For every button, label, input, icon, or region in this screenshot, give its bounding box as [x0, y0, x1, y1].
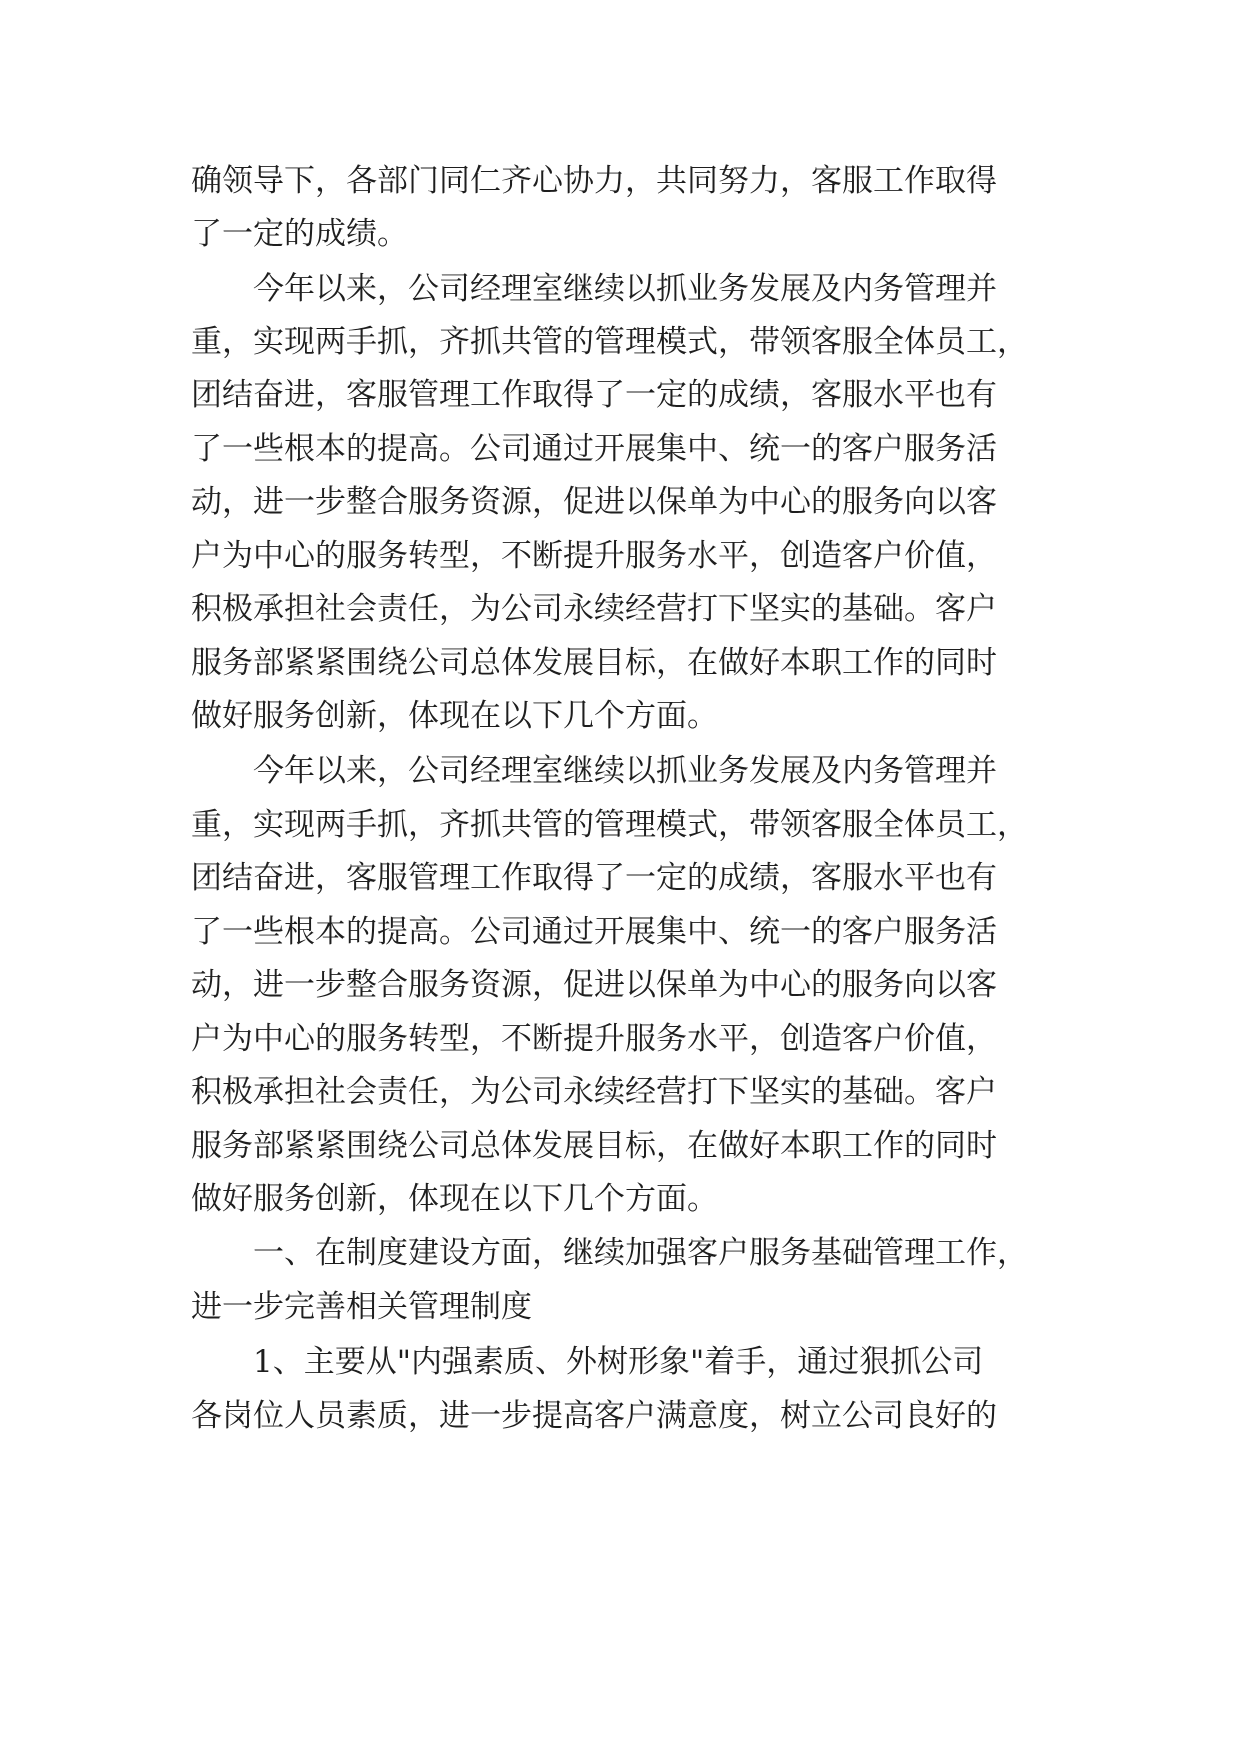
- text-line: 了一定的成绩。: [191, 216, 408, 252]
- section-heading-line: 一、在制度建设方面，继续加强客户服务基础管理工作，: [253, 1235, 1028, 1271]
- text-line: 户为中心的服务转型，不断提升服务水平，创造客户价值，: [191, 1021, 997, 1057]
- text-line: 了一些根本的提高。公司通过开展集中、统一的客户服务活: [191, 914, 997, 950]
- paragraph-first-line: 1、主要从"内强素质、外树形象"着手，通过狠抓公司: [253, 1344, 984, 1380]
- text-line: 积极承担社会责任，为公司永续经营打下坚实的基础。客户: [191, 1074, 997, 1110]
- text-line: 服务部紧紧围绕公司总体发展目标，在做好本职工作的同时: [191, 1128, 997, 1164]
- text-line: 做好服务创新，体现在以下几个方面。: [191, 1181, 718, 1217]
- text-line: 重，实现两手抓，齐抓共管的管理模式，带领客服全体员工，: [191, 324, 1028, 360]
- text-line: 重，实现两手抓，齐抓共管的管理模式，带领客服全体员工，: [191, 807, 1028, 843]
- text-line: 了一些根本的提高。公司通过开展集中、统一的客户服务活: [191, 431, 997, 467]
- text-line: 动，进一步整合服务资源，促进以保单为中心的服务向以客: [191, 967, 997, 1003]
- text-line: 确领导下，各部门同仁齐心协力，共同努力，客服工作取得: [191, 163, 997, 199]
- text-line: 服务部紧紧围绕公司总体发展目标，在做好本职工作的同时: [191, 645, 997, 681]
- text-line: 做好服务创新，体现在以下几个方面。: [191, 698, 718, 734]
- section-heading-line: 进一步完善相关管理制度: [191, 1289, 532, 1325]
- text-line: 动，进一步整合服务资源，促进以保单为中心的服务向以客: [191, 484, 997, 520]
- text-line: 各岗位人员素质，进一步提高客户满意度，树立公司良好的: [191, 1398, 997, 1434]
- paragraph-first-line: 今年以来，公司经理室继续以抓业务发展及内务管理并: [253, 271, 997, 307]
- text-line: 团结奋进，客服管理工作取得了一定的成绩，客服水平也有: [191, 377, 997, 413]
- paragraph-first-line: 今年以来，公司经理室继续以抓业务发展及内务管理并: [253, 753, 997, 789]
- text-line: 户为中心的服务转型，不断提升服务水平，创造客户价值，: [191, 538, 997, 574]
- text-line: 积极承担社会责任，为公司永续经营打下坚实的基础。客户: [191, 591, 997, 627]
- text-line: 团结奋进，客服管理工作取得了一定的成绩，客服水平也有: [191, 860, 997, 896]
